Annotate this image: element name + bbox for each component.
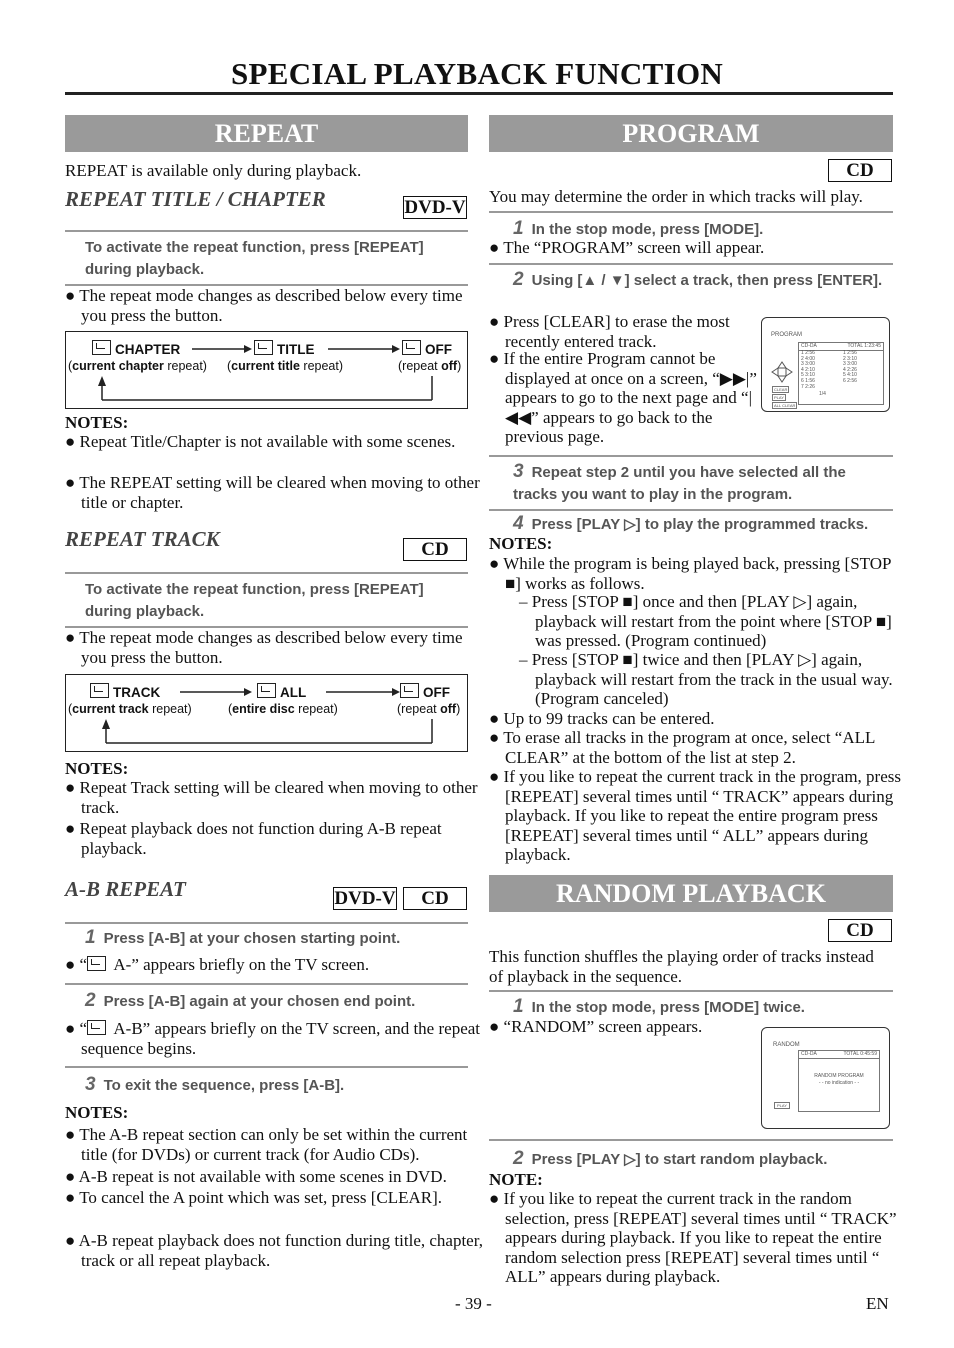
- step-rule: [65, 1066, 468, 1068]
- track-item[interactable]: 3 3:00: [801, 361, 815, 368]
- track-item[interactable]: 2 4:00: [801, 355, 815, 362]
- repeat-icon: [87, 1020, 106, 1035]
- random-section-bar: RANDOM PLAYBACK: [489, 875, 893, 912]
- note-item: ● A-B repeat playback does not function during title, chapter, track or all repeat playback.: [65, 1231, 483, 1270]
- track-item[interactable]: 3 3:00: [843, 361, 857, 368]
- track-item[interactable]: 5 4:10: [843, 372, 857, 379]
- arrow-right-icon: [180, 687, 252, 697]
- title-rule: [65, 92, 893, 95]
- return-loop: [96, 376, 436, 406]
- program-screen: [761, 317, 890, 412]
- off-mode: OFF: [400, 683, 450, 700]
- program-step-4: 4 Press [PLAY ▷] to play the programmed tracks.: [513, 513, 869, 534]
- arrow-right-icon: [328, 344, 400, 354]
- track-item[interactable]: 5 3:10: [801, 372, 815, 379]
- note-item: ● While the program is being played back, pressing [STOP ■] works as follows.: [489, 554, 891, 593]
- off-sub: (repeat off): [397, 702, 461, 716]
- step-text: Repeat step 2 until you have selected all the tracks you want to play in the program.: [513, 464, 846, 503]
- chapter-mode: CHAPTER: [92, 340, 180, 357]
- note-item: ● Repeat Title/Chapter is not available with some scenes.: [65, 432, 456, 451]
- repeat-track-heading: REPEAT TRACK: [65, 527, 220, 551]
- dvd-v-tag: DVD-V: [334, 888, 396, 909]
- program-step-2-bullet: ● Press [CLEAR] to erase the most recently entered track.: [489, 312, 730, 351]
- random-step-1-bullet: ● “RANDOM” screen appears.: [489, 1017, 703, 1036]
- program-step-1-bullet: ● The “PROGRAM” screen will appear.: [489, 238, 765, 257]
- note-heading: NOTE:: [489, 1170, 543, 1189]
- track-list-box: [798, 342, 884, 405]
- cd-tag: CD: [828, 159, 892, 182]
- off-sub: (repeat off): [398, 359, 462, 373]
- note-item: ● To cancel the A point which was set, press [CLEAR].: [65, 1188, 443, 1207]
- track-mode: TRACK: [90, 683, 160, 700]
- note-item: ● To erase all tracks in the program at once, select “ALL CLEAR” at the bottom of the list at step 2.: [489, 728, 875, 767]
- language-tag: EN: [866, 1294, 889, 1313]
- notes-heading: NOTES:: [65, 1103, 129, 1122]
- step-rule: [489, 990, 893, 992]
- program-step-2-bullet: ● If the entire Program cannot be displayed at once on a screen, “▶▶|” appears to go to the next page and “|◀◀” appears to go back to the previous page.: [489, 349, 757, 446]
- screen-title: PROGRAM: [771, 332, 803, 338]
- random-program-label: RANDOM PROGRAM: [814, 1073, 864, 1079]
- repeat-title-chapter-heading: REPEAT TITLE / CHAPTER: [65, 187, 326, 211]
- ab-step-1: 1 Press [A-B] at your chosen starting point.: [85, 927, 401, 948]
- ab-repeat-heading: A-B REPEAT: [65, 877, 186, 901]
- page-number: - 39 -: [455, 1294, 492, 1313]
- notes-heading: NOTES:: [489, 534, 553, 553]
- ab-step-2-bullet: ● “ A-B” appears briefly on the TV screen, and the repeat sequence begins.: [65, 1019, 481, 1058]
- chapter-sub: (current chapter repeat): [68, 359, 207, 373]
- screen-header-right: TOTAL 0:45:59: [843, 1051, 877, 1057]
- right-track-list: [843, 351, 857, 385]
- arrow-right-icon: [326, 687, 400, 697]
- track-item[interactable]: 2 3:10: [843, 355, 857, 362]
- track-sub: (current track repeat): [68, 702, 192, 716]
- note-subitem: – Press [STOP ■] once and then [PLAY ▷] again, playback will restart from the point where [STOP ■] was pressed. (Program continued): [519, 592, 892, 650]
- step-text: To activate the repeat function, press [REPEAT] during playback.: [85, 581, 424, 620]
- title-sub: (current title repeat): [227, 359, 344, 373]
- repeat-icon: [90, 683, 109, 698]
- repeat-section-bar: REPEAT: [65, 115, 468, 152]
- bullet-text: The repeat mode changes as described below every time you press the button.: [79, 286, 463, 325]
- step-rule: [489, 211, 893, 213]
- page-title: SPECIAL PLAYBACK FUNCTION: [230, 56, 724, 91]
- notes-heading: NOTES:: [65, 413, 129, 432]
- left-track-list: [801, 351, 815, 390]
- all-clear-button[interactable]: ALL CLEAR: [774, 403, 796, 408]
- repeat-track-diagram: [65, 674, 468, 752]
- repeat-intro: REPEAT is available only during playback.: [65, 161, 362, 180]
- cd-tag: CD: [828, 919, 892, 942]
- dpad-icon: [770, 360, 794, 384]
- play-button[interactable]: PLAY: [774, 395, 784, 400]
- screen-title: RANDOM: [773, 1042, 800, 1048]
- note-item: ● The REPEAT setting will be cleared when moving to other title or chapter.: [65, 473, 480, 512]
- all-sub: (entire disc repeat): [228, 702, 338, 716]
- note-item: ● If you like to repeat the current track in the program, press [REPEAT] several times until “ TRACK” appears during playback. If you like to repeat the entire program press [REPEAT] several times until “ ALL” appears during playback.: [489, 767, 901, 864]
- track-item[interactable]: 4 2:10: [801, 366, 815, 373]
- bullet-text: The repeat mode changes as described below every time you press the button.: [79, 628, 463, 667]
- track-item[interactable]: 1 2:56: [801, 350, 815, 356]
- ab-step-2: 2 Press [A-B] again at your chosen end point.: [85, 990, 416, 1011]
- step-rule: [65, 922, 468, 924]
- program-section-bar: PROGRAM: [489, 115, 893, 152]
- note-subitem: – Press [STOP ■] twice and then [PLAY ▷] again, playback will restart from the track in the usual way. (Program canceled): [519, 650, 893, 708]
- screen-header-left: CD-DA: [801, 343, 817, 349]
- random-step-1: 1 In the stop mode, press [MODE] twice.: [513, 996, 805, 1017]
- repeat-icon: [400, 683, 419, 698]
- off-mode: OFF: [402, 340, 452, 357]
- return-loop: [100, 719, 440, 749]
- step-rule: [489, 1139, 893, 1141]
- random-no-indication: - - no indication - -: [818, 1080, 860, 1086]
- cd-tag: CD: [403, 538, 467, 561]
- repeat-title-bullet: ● The repeat mode changes as described below every time you press the button.: [65, 286, 463, 325]
- repeat-title-diagram: [65, 331, 468, 409]
- note-item: ● A-B repeat is not available with some scenes in DVD.: [65, 1167, 447, 1186]
- repeat-track-bullet: ● The repeat mode changes as described below every time you press the button.: [65, 628, 463, 667]
- track-item[interactable]: 6 2:56: [843, 377, 857, 384]
- dvd-v-tag: DVD-V: [404, 197, 466, 218]
- program-step-1: 1 In the stop mode, press [MODE].: [513, 218, 764, 239]
- clear-button[interactable]: CLEAR: [774, 387, 788, 392]
- play-button[interactable]: PLAY: [774, 1102, 790, 1109]
- track-item[interactable]: 1 2:56: [843, 350, 857, 356]
- screen-header-left: CD-DA: [801, 1051, 817, 1057]
- cd-tag: CD: [403, 887, 467, 910]
- note-item: ● If you like to repeat the current track in the random selection, press [REPEAT] several times until “ TRACK” appears during playback. If you like to repeat the entire random selection press [REPEAT] several times until “ ALL” appears during playback.: [489, 1189, 897, 1286]
- note-item: ● Up to 99 tracks can be entered.: [489, 709, 715, 728]
- program-step-3: 3 Repeat step 2 until you have selected all the tracks you want to play in the program.: [489, 455, 893, 511]
- arrow-right-icon: [192, 344, 252, 354]
- repeat-icon: [402, 340, 421, 355]
- repeat-icon: [257, 683, 276, 698]
- repeat-icon: [254, 340, 273, 355]
- track-item[interactable]: 6 1:56: [801, 377, 815, 384]
- all-mode: ALL: [257, 683, 306, 700]
- screen-header-right: TOTAL 1:23:45: [847, 343, 881, 349]
- program-step-2: 2 Using [▲ / ▼] select a track, then press [ENTER].: [513, 269, 883, 290]
- note-item: ● The A-B repeat section can only be set within the current title (for DVDs) or current track (for Audio CDs).: [65, 1125, 468, 1164]
- step-rule: [489, 263, 893, 265]
- note-item: ● Repeat Track setting will be cleared when moving to other track.: [65, 778, 478, 817]
- random-screen: [761, 1027, 890, 1129]
- track-item[interactable]: 7 2:26: [801, 383, 815, 390]
- repeat-track-step: [65, 572, 468, 628]
- step-text: To activate the repeat function, press [REPEAT] during playback.: [85, 239, 424, 278]
- track-item[interactable]: 4 2:26: [843, 366, 857, 373]
- repeat-title-step: [65, 230, 468, 286]
- random-step-2: 2 Press [PLAY ▷] to start random playback.: [513, 1148, 828, 1169]
- ab-step-1-bullet: ● “ A-” appears briefly on the TV screen.: [65, 955, 370, 974]
- repeat-icon: [87, 956, 106, 971]
- note-item: ● Repeat playback does not function during A-B repeat playback.: [65, 819, 442, 858]
- ab-step-3: 3 To exit the sequence, press [A-B].: [85, 1074, 345, 1095]
- title-mode: TITLE: [254, 340, 315, 357]
- repeat-icon: [92, 340, 111, 355]
- program-intro: You may determine the order in which tracks will play.: [489, 187, 863, 206]
- random-list-box: [798, 1050, 880, 1112]
- step-rule: [65, 983, 468, 985]
- screen-page: 1/4: [819, 391, 826, 397]
- notes-heading: NOTES:: [65, 759, 129, 778]
- random-intro: This function shuffles the playing order of tracks instead of playback in the sequence.: [489, 947, 874, 986]
